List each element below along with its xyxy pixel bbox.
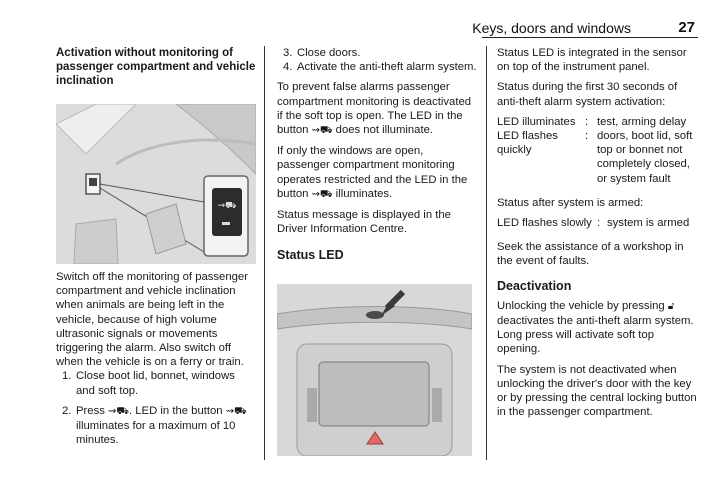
- unlock-padlock-icon: 🔓︎: [667, 300, 675, 312]
- paragraph: Status message is displayed in the Driver Information Centre.: [277, 209, 451, 236]
- paragraph: [497, 299, 697, 357]
- step-text: Activate the anti-theft alarm system.: [297, 61, 477, 74]
- status-label: LED illuminates: [497, 115, 576, 128]
- section-heading: Status LED: [277, 248, 344, 263]
- paragraph: [277, 80, 477, 138]
- paragraph-text: Unlocking the vehicle by pressing: [497, 299, 665, 312]
- column-divider: [264, 46, 265, 460]
- paragraph-text: If only the windows are open, passenger compartment monitoring operates restricted and the LED in the button: [277, 145, 468, 200]
- figure-footwell-button: [56, 104, 256, 264]
- step-number: 1.: [62, 370, 72, 383]
- step-number: 2.: [62, 404, 72, 417]
- step-item: [56, 404, 256, 448]
- status-table: [497, 216, 697, 230]
- status-value: system is armed: [607, 217, 690, 230]
- paragraph: Switch off the monitoring of passenger compartment and vehicle inclination when animals are being left in the vehicle, because of high volume ultrasonic signals or movements triggering the alarm. Also switch off when the vehicle is on a ferry or train.: [56, 271, 248, 369]
- paragraph: [277, 144, 477, 202]
- status-sep: :: [585, 115, 589, 128]
- step-text: Close doors.: [297, 47, 361, 59]
- paragraph: Status after system is armed:: [497, 196, 644, 209]
- paragraph: Status LED is integrated in the sensor on top of the instrument panel.: [497, 47, 687, 74]
- step-item: [56, 369, 256, 397]
- step-item: [277, 60, 477, 74]
- section-heading: Activation without monitoring of passenger compartment and vehicle inclination: [56, 47, 256, 87]
- alarm-car-icon: ⇝⛟: [225, 405, 247, 417]
- step-text: Press: [76, 404, 105, 417]
- status-sep: :: [585, 130, 589, 143]
- column-left-body: [56, 270, 256, 447]
- header-rule: [482, 37, 698, 38]
- step-text: Close boot lid, bonnet, windows and soft top.: [76, 370, 235, 397]
- paragraph-text: does not illuminate.: [335, 124, 434, 137]
- step-item: [277, 46, 477, 60]
- section-heading: Deactivation: [497, 278, 572, 293]
- status-sep: :: [597, 217, 601, 230]
- column-left: [56, 46, 256, 88]
- column-middle: [277, 46, 477, 263]
- paragraph: Seek the assistance of a workshop in the event of faults.: [497, 241, 684, 268]
- status-label: LED flashes quickly: [497, 130, 558, 157]
- status-label: LED flashes slowly: [497, 217, 592, 230]
- paragraph-text: To prevent false alarms passenger compartment monitoring is deactivated if the soft top is open. The LED in the button: [277, 81, 472, 137]
- status-value: test, arming delay: [597, 115, 687, 128]
- footwell-illustration: [56, 104, 256, 264]
- dashboard-illustration: [277, 284, 472, 456]
- page-header: [0, 0, 719, 40]
- column-right: [497, 46, 697, 419]
- step-text: . LED in the button: [129, 404, 223, 417]
- alarm-car-icon: ⇝⛟: [311, 188, 333, 200]
- status-value: doors, boot lid, soft top or bonnet not completely closed, or system fault: [597, 130, 693, 185]
- step-number: 4.: [283, 61, 293, 74]
- step-text: illuminates for a maximum of 10 minutes.: [76, 420, 236, 447]
- steps-list: [277, 46, 477, 74]
- paragraph: Status during the first 30 seconds of anti-theft alarm system activation:: [497, 81, 678, 108]
- section-title: Keys, doors and windows: [472, 20, 631, 36]
- alarm-car-icon: ⇝⛟: [108, 405, 129, 417]
- page-number: 27: [678, 19, 695, 36]
- column-divider: [486, 46, 487, 460]
- paragraph-text: illuminates.: [335, 187, 393, 200]
- steps-list: [56, 369, 256, 447]
- paragraph-text: deactivates the anti-theft alarm system. Long press will activate soft top opening.: [497, 315, 694, 356]
- alarm-car-icon: ⇝⛟: [311, 125, 333, 137]
- status-table: [497, 115, 697, 186]
- svg-text:⇝⛟: ⇝⛟: [217, 201, 237, 211]
- paragraph: The system is not deactivated when unlocking the driver's door with the key or by pressing the central locking button in the passenger compartment.: [497, 363, 697, 419]
- figure-status-led: [277, 284, 472, 456]
- step-number: 3.: [283, 47, 293, 59]
